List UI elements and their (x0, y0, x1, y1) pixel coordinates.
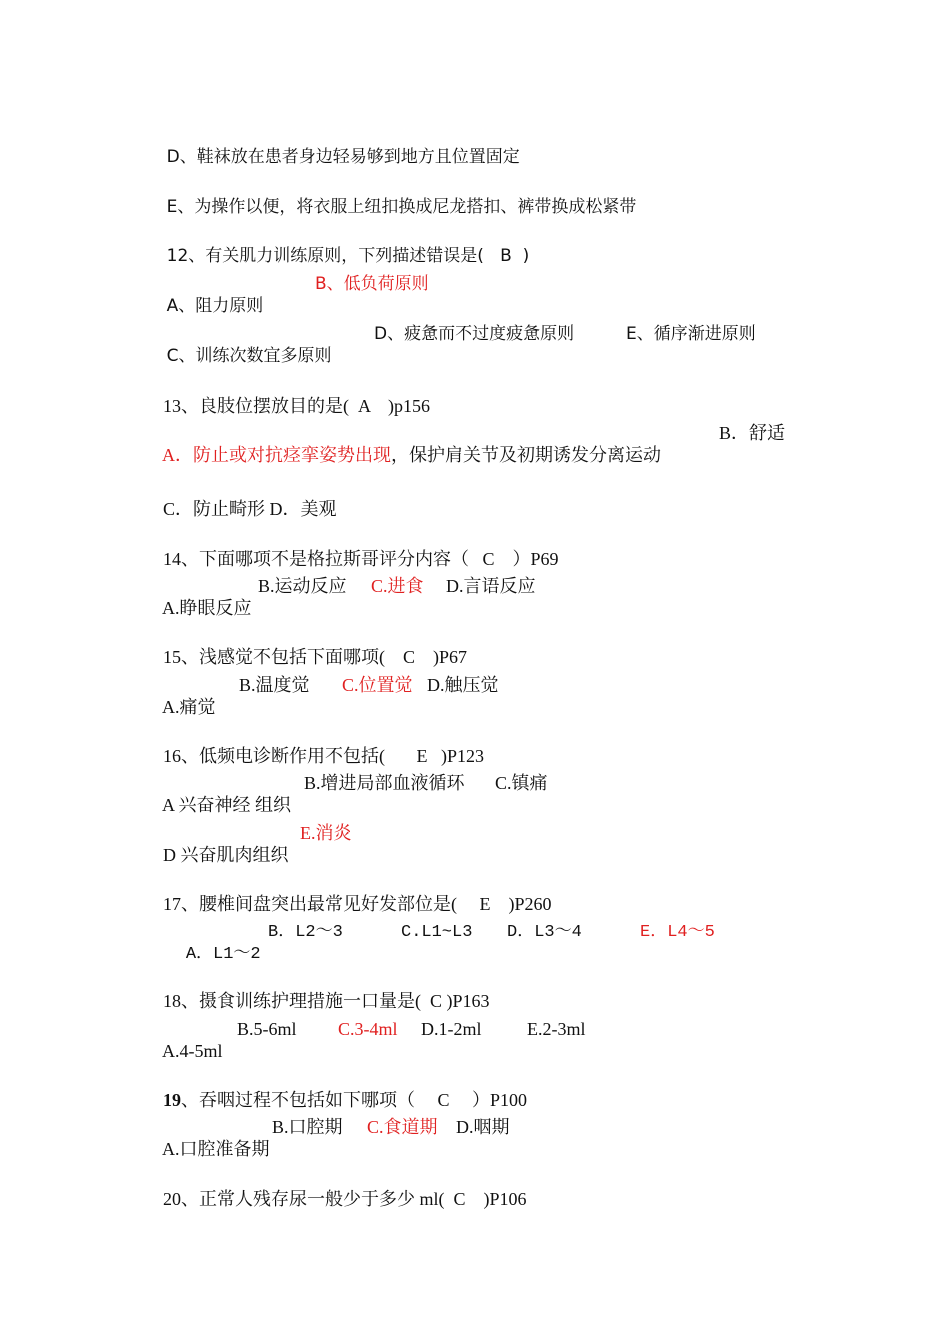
line-text: D、鞋袜放在患者身边轻易够到地方且位置固定 (166, 147, 520, 167)
correct-answer-b: B、低负荷原则 (315, 274, 429, 294)
correct-answer-c: C.位置觉 (342, 675, 413, 695)
option-e: E.2-3ml (527, 1019, 586, 1039)
option-d: D.言语反应 (446, 576, 536, 596)
option-d: D.咽期 (456, 1117, 510, 1137)
question-text: 、吞咽过程不包括如下哪项（ C ）P100 (181, 1090, 528, 1110)
option-d: D.1-2ml (421, 1019, 482, 1039)
option-a: A、阻力原则 (166, 296, 264, 316)
correct-answer-e: E．L4～5 (640, 923, 715, 942)
option-a: A.睁眼反应 (162, 598, 252, 618)
option-a: A 兴奋神经 组织 (162, 795, 292, 815)
correct-answer-c: C.食道期 (367, 1117, 438, 1137)
option-a: A.口腔准备期 (162, 1139, 270, 1159)
option-d: D 兴奋肌肉组织 (163, 845, 289, 865)
line-text: E、为操作以便，将衣服上纽扣换成尼龙搭扣、裤带换成松紧带 (166, 197, 637, 217)
question-text: 17、腰椎间盘突出最常见好发部位是( E )P260 (163, 894, 552, 914)
option-b: B.运动反应 (258, 576, 347, 596)
correct-answer-c: C.进食 (371, 576, 424, 596)
question-text: 13、良肢位摆放目的是( A )p156 (163, 396, 430, 416)
option-d: D.触压觉 (427, 675, 499, 695)
question-number: 19 (163, 1090, 181, 1110)
question-text: 16、低频电诊断作用不包括( E )P123 (163, 746, 484, 766)
option-c: C.L1~L3 (401, 923, 473, 942)
option-a: A.痛觉 (162, 697, 216, 717)
option-e: E、循序渐进原则 (626, 324, 756, 344)
question-text: 20、正常人残存尿一般少于多少 ml( C )P106 (163, 1189, 527, 1209)
question-text: 12、有关肌力训练原则，下列描述错误是( B ) (166, 246, 530, 266)
question-text: 15、浅感觉不包括下面哪项( C )P67 (163, 647, 468, 667)
option-b: B．舒适 (719, 423, 786, 443)
option-b: B.温度觉 (239, 675, 310, 695)
option-b: B.口腔期 (272, 1117, 343, 1137)
option-c: C.镇痛 (495, 773, 548, 793)
option-b: B．L2～3 (268, 923, 343, 942)
option-a-rest: ，保护肩关节及初期诱发分离运动 (391, 445, 662, 465)
option-c: C、训练次数宜多原则 (166, 346, 332, 366)
question-20 (145, 1166, 527, 1232)
option-b: B.5-6ml (237, 1019, 297, 1039)
option-d: D．L3～4 (507, 923, 582, 942)
option-a: A.4-5ml (162, 1041, 223, 1061)
question-text: 18、摄食训练护理措施一口量是( C )P163 (163, 991, 490, 1011)
option-d: D、疲惫而不过度疲惫原则 (374, 324, 575, 344)
option-c-d: C．防止畸形 D．美观 (163, 499, 337, 519)
question-text: 14、下面哪项不是格拉斯哥评分内容（ C ）P69 (163, 549, 559, 569)
correct-answer-e: E.消炎 (300, 823, 352, 843)
option-b: B.增进局部血液循环 (304, 773, 465, 793)
correct-answer-c: C.3-4ml (338, 1019, 398, 1039)
option-a: A．L1～2 (185, 945, 261, 964)
correct-answer-a: A．防止或对抗痉挛姿势出现 (162, 445, 392, 465)
